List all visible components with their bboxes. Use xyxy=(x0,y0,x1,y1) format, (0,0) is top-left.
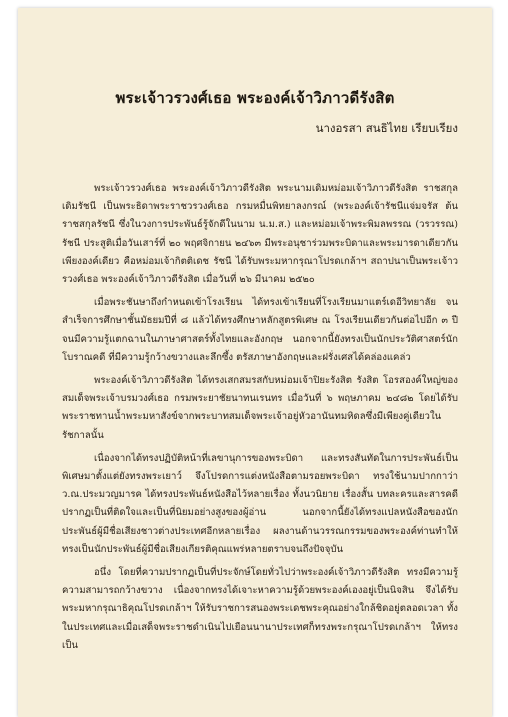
paragraph: อนึ่ง โดยที่ความปรากฏเป็นที่ประจักษ์โดยทั่วไปว่าพระองค์เจ้าวิภาวดีรังสิต ทรงมีความรู้ความสามารถกว้างขวาง เนื่องจากทรงได้เจาะหาความรู้ด้วยพระองค์เองอยู่เป็นนิจสิน จึงได้รับพระมหากรุณาธิคุณโปรดเกล้าฯ ให้รับราชการสนองพระเดชพระคุณอย่างใกล้ชิดอยู่ตลอดเวลา ทั้งในประเทศและเมื่อเสด็จพระราชดำเนินไปเยือนนานาประเทศก็ทรงพระกรุณาโปรดเกล้าฯ ให้ทรงเป็น xyxy=(62,567,458,651)
document-page xyxy=(18,8,492,717)
page-title: พระเจ้าวรวงศ์เธอ พระองค์เจ้าวิภาวดีรังสิต xyxy=(115,89,395,107)
document-body xyxy=(62,180,458,660)
paragraph: พระเจ้าวรวงศ์เธอ พระองค์เจ้าวิภาวดีรังสิต พระนามเดิมหม่อมเจ้าวิภาวดีรังสิต ราชสกุลเดิมรัชนี เป็นพระธิดาพระราชวรวงศ์เธอ กรมหมื่นพิทยาลงกรณ์ (พระองค์เจ้ารัชนีแจ่มจรัส ต้นราชสกุลรัชนี ซึ่งในวงการประพันธ์รู้จักดีในนาม น.ม.ส.) และหม่อมเจ้าพระพิมลพรรณ (วรวรรณ) รัชนี ประสูติเมื่อวันเสาร์ที่ ๒๐ พฤศจิกายน ๒๔๖๓ มีพระอนุชาร่วมพระบิดาและพระมารดาเดียวกันเพียงองค์เดียว คือหม่อมเจ้ากิตติเดช รัชนี ได้รับพระมหากรุณาโปรดเกล้าฯ สถาปนาเป็นพระเจ้าวรวงศ์เธอ พระองค์เจ้าวิภาวดีรังสิต เมื่อวันที่ ๒๖ มีนาคม ๒๕๒๐ xyxy=(62,183,458,286)
paragraph: เมื่อพระชันษาถึงกำหนดเข้าโรงเรียน ได้ทรงเข้าเรียนที่โรงเรียนมาแตร์เดอีวิทยาลัย จนสำเร็จการศึกษาชั้นมัธยมปีที่ ๘ แล้วได้ทรงศึกษาหลักสูตรพิเศษ ณ โรงเรียนเดียวกันต่อไปอีก ๓ ปีจนมีความรู้แตกฉานในภาษาศาสตร์ทั้งไทยและอังกฤษ นอกจากนี้ยังทรงเป็นนักประวัติศาสตร์นักโบราณคดี ที่มีความรู้กว้างขวางและลึกซึ้ง ตรัสภาษาอังกฤษและฝรั่งเศสได้คล่องแคล่ว xyxy=(62,297,458,363)
paragraph: พระองค์เจ้าวิภาวดีรังสิต ได้ทรงเสกสมรสกับหม่อมเจ้าปิยะรังสิต รังสิต โอรสองค์ใหญ่ของสมเด็จพระเจ้าบรมวงศ์เธอ กรมพระยาชัยนาทนเรนทร เมื่อวันที่ ๖ พฤษภาคม ๒๔๘๒ โดยได้รับพระราชทานน้ำพระมหาสังข์จากพระบาทสมเด็จพระเจ้าอยู่หัวอานันทมหิดลซึ่งมีเพียงคู่เดียวในรัชกาลนั้น xyxy=(62,375,458,441)
paragraph: เนื่องจากได้ทรงปฏิบัติหน้าที่เลขานุการของพระบิดา และทรงสันทัดในการประพันธ์เป็นพิเศษมาตั้งแต่ยังทรงพระเยาว์ จึงโปรดการแต่งหนังสือตามรอยพระบิดา ทรงใช้นามปากกาว่า ว.ณ.ประมวญมารค ได้ทรงประพันธ์หนังสือไว้หลายเรื่อง ทั้งนวนิยาย เรื่องสั้น บทละครและสารคดีปรากฏเป็นที่ติดใจและเป็นที่นิยมอย่างสูงของผู้อ่าน นอกจากนี้ยังได้ทรงแปลหนังสือของนักประพันธ์ผู้มีชื่อเสียงชาวต่างประเทศอีกหลายเรื่อง ผลงานด้านวรรณกรรมของพระองค์ท่านทำให้ทรงเป็นนักประพันธ์ผู้มีชื่อเสียงเกียรติคุณแพร่หลายตราบจนถึงปัจจุบัน xyxy=(62,452,458,555)
author-line: นางอรสา สนธิไทย เรียบเรียง xyxy=(315,121,458,135)
